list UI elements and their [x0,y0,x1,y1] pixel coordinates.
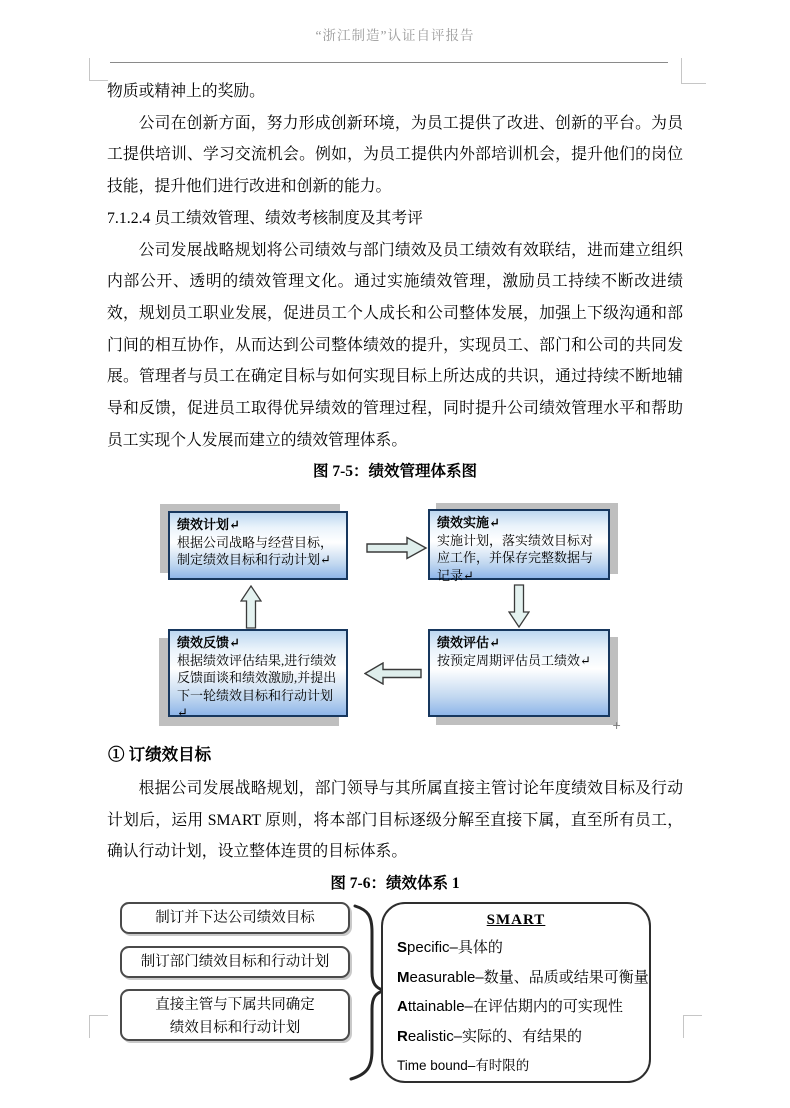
heading-set-performance-goals: ① 订绩效目标 [108,745,212,764]
goal-box-department-targets: 制订部门绩效目标和行动计划 [120,946,350,978]
text-boundary-mark-top-left [89,58,108,81]
smart-title: SMART [486,912,546,928]
box-body: 根据公司战略与经营目标，制定绩效目标和行动计划↵ [177,534,334,567]
smart-item-attainable: Attainable–在评估期内的可实现性 [397,998,623,1015]
body-text-block-2 [107,773,683,868]
object-anchor-mark: + [612,719,622,732]
smart-item-specific: Specific–具体的 [397,939,503,956]
paragraph-continued: 物质或精神上的奖励。 [107,83,265,100]
smart-item-timebound: Time bound–有时限的 [397,1058,530,1073]
box-body: 实施计划，落实绩效目标对应工作，并保存完整数据与记录↵ [437,532,594,583]
page-header-title: “浙江制造”认证自评报告 [315,28,475,43]
goal-box-supervisor-subordinate [120,989,350,1041]
box-body: 按预定周期评估员工绩效↵ [437,652,591,668]
goal-box-line1: 直接主管与下属共同确定 [155,997,315,1013]
curly-brace-icon [347,904,385,1082]
box-title: 绩效反馈↵ [177,635,240,650]
header-rule [110,62,668,63]
box-title: 绩效评估↵ [437,635,500,650]
paragraph-performance-management: 公司发展战略规划将公司绩效与部门绩效及员工绩效有效联结，进而建立组织内部公开、透明的绩效管理文化。通过实施绩效管理，激励员工持续不断改进绩效，规划员工职业发展，促进员工个人成长和公司整体发展，加强上下级沟通和部门间的相互协作，从而达到公司整体绩效的提升，实现员工、部门和公司的共同发展。管理者与员工在确定目标与如何实现目标上所达成的共识，通过持续不断地辅导和反馈，促进员工取得优异绩效的管理过程，同时提升公司绩效管理水平和帮助员工实现个人发展而建立的绩效管理体系。 [107,241,683,449]
arrow-down-icon [508,584,530,628]
box-title: 绩效实施↵ [437,515,500,530]
arrow-right-icon [366,536,428,560]
flowchart-box-performance-feedback [168,629,348,720]
body-text-block-1 [107,76,683,456]
box-body: 根据绩效评估结果,进行绩效反馈面谈和绩效激励,并提出下一轮绩效目标和行动计划↵ [177,652,337,720]
section-heading-7-1-2-4: 7.1.2.4 员工绩效管理、绩效考核制度及其考评 [107,209,423,227]
smart-principles-box [381,902,651,1083]
text-boundary-mark-bottom-left [89,1015,108,1038]
arrow-up-icon [240,585,262,629]
arrow-left-icon [364,662,422,685]
figure-7-5-caption: 图 7-5：绩效管理体系图 [312,463,478,480]
text-boundary-mark-top-right [681,58,706,84]
box-title: 绩效计划↵ [177,517,240,532]
goal-box-line2: 绩效目标和行动计划 [169,1020,301,1036]
goal-box-company-targets: 制订并下达公司绩效目标 [120,902,350,934]
paragraph-smart-principle: 根据公司发展战略规划，部门领导与其所属直接主管讨论年度绩效目标及行动计划后，运用 SMART 原则，将本部门目标逐级分解至直接下属，直至所有员工，确认行动计划，设立整体连贯的目标体系。 [107,780,683,861]
paragraph-innovation: 公司在创新方面，努力形成创新环境，为员工提供了改进、创新的平台。为员工提供培训、学习交流机会。例如，为员工提供内外部培训机会，提升他们的岗位技能，提升他们进行改进和创新的能力。 [107,114,683,196]
smart-item-measurable: Measurable–数量、品质或结果可衡量 [397,968,649,986]
flowchart-box-performance-plan [168,511,348,580]
smart-item-realistic: Realistic–实际的、有结果的 [397,1027,583,1045]
figure-7-6-caption: 图 7-6：绩效体系 1 [330,875,460,892]
smart-items-list [397,933,649,1081]
flowchart-box-performance-evaluation [428,629,610,717]
text-boundary-mark-bottom-right [683,1015,702,1038]
flowchart-box-performance-implementation [428,509,610,583]
